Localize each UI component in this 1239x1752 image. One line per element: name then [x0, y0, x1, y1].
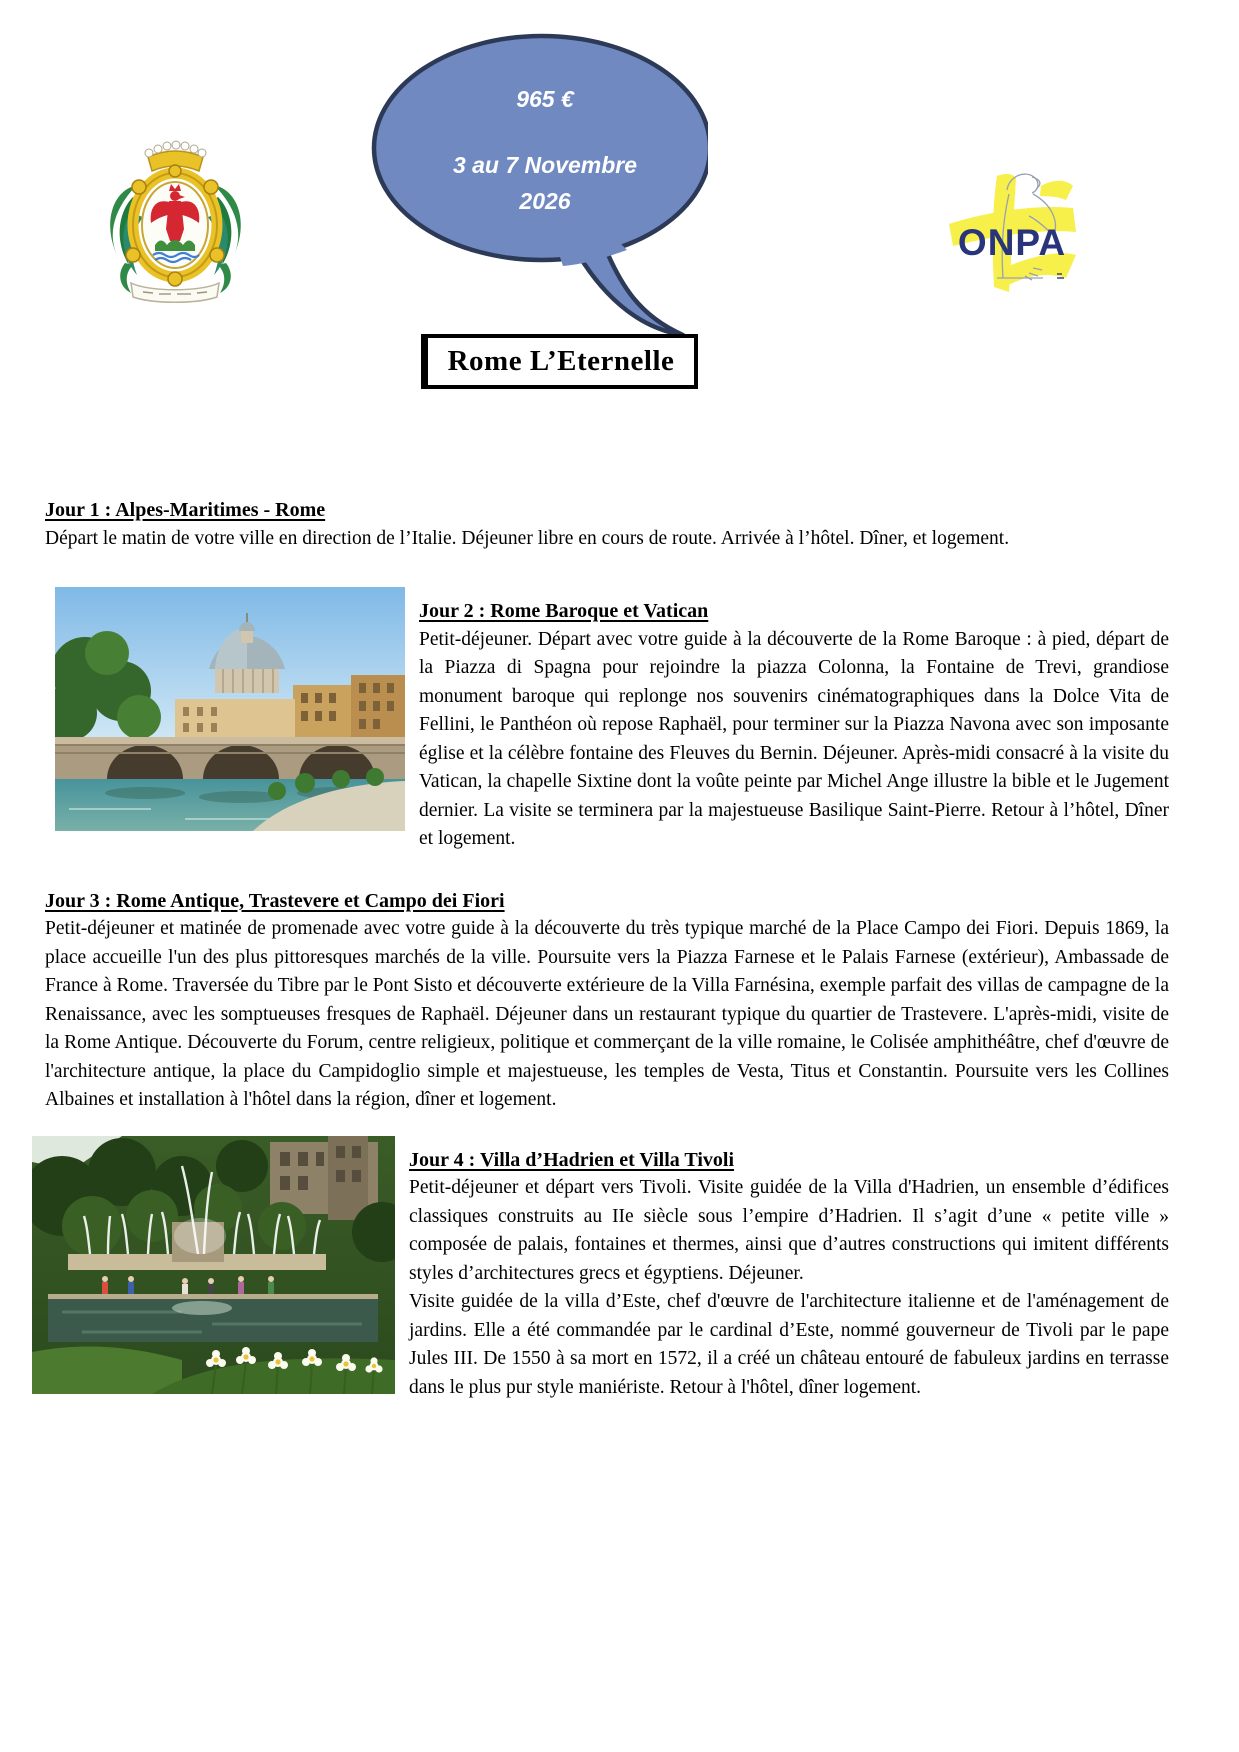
- photo-rome-tiber-st-peters: [55, 587, 405, 831]
- jour-3-heading: Jour 3 : Rome Antique, Trastevere et Campo dei Fiori: [45, 889, 505, 912]
- onpa-eagle-icon: [945, 158, 1080, 300]
- price-date-callout: [368, 28, 708, 343]
- jour-4-paragraph-2: Visite guidée de la villa d’Este, chef d'œuvre de l'architecture italienne et de l'aménagement de jardins. Elle a été commandée par le cardinal d’Este, nommé gouverneur de Tivoli par le pape Jules III. De 1550 à sa mort en 1572, il a créé un château entouré de fabuleux jardins en terrasse dans le plus pur style maniériste. Retour à l'hôtel, dîner logement.: [409, 1291, 1169, 1398]
- jour-1-paragraph: Départ le matin de votre ville en direction de l’Italie. Déjeuner libre en cours de route. Arrivée à l’hôtel. Dîner, et logement.: [45, 527, 1010, 549]
- jour-4-paragraph-1: Petit-déjeuner et départ vers Tivoli. Visite guidée de la Villa d'Hadrien, un ensemble d’édifices classiques construits au IIe siècle sous l’empire d’Hadrien. Il s’agit d’une « petite ville » composée de palais, fontaines et thermes, ainsi que d’autres constructions qui imitent différents styles d’architectures grecs et égyptiens. Déjeuner.: [409, 1177, 1169, 1284]
- onpa-logo: [945, 158, 1080, 300]
- jour-2-photo: [55, 587, 405, 831]
- speech-bubble-icon: [368, 28, 708, 343]
- jour-4-heading: Jour 4 : Villa d’Hadrien et Villa Tivoli: [409, 1148, 735, 1171]
- coat-of-arms-icon: [103, 133, 248, 305]
- photo-villa-deste-gardens: [32, 1136, 395, 1394]
- section-jour-1: [45, 496, 1169, 553]
- dates-line2: 2026: [519, 188, 571, 214]
- price-text: 965 €: [516, 86, 574, 112]
- onpa-text: ONPA: [957, 222, 1067, 263]
- section-jour-4: [45, 1115, 1169, 1403]
- dates-line1: 3 au 7 Novembre: [452, 152, 638, 178]
- document-title-box: [421, 334, 698, 389]
- document-title: Rome L’Eternelle: [447, 345, 675, 377]
- section-jour-2: [45, 553, 1169, 854]
- section-jour-3: [45, 854, 1169, 1115]
- jour-2-heading: Jour 2 : Rome Baroque et Vatican: [419, 600, 709, 622]
- jour-2-paragraph: Petit-déjeuner. Départ avec votre guide à la découverte de la Rome Baroque : à pied, départ de la Piazza di Spagna pour rejoindre la piazza Colonna, la Fontaine de Trevi, grandiose monument baroque qui replonge nos souvenirs cinématographiques dans la Dolce Vita de Fellini, le Panthéon où repose Raphaël, pour terminer sur la Piazza Navona avec son imposante église et la célèbre fontaine des Fleuves du Bernin. Déjeuner. Après-midi consacré à la visite du Vatican, la chapelle Sixtine dont la voûte peinte par Michel Ange illustre la bible et le Jugement dernier. La visite se terminera par la majestueuse Basilique Saint-Pierre. Retour à l’hôtel, Dîner et logement.: [419, 628, 1169, 849]
- jour-1-heading: Jour 1 : Alpes-Maritimes - Rome: [45, 499, 326, 521]
- jour-3-paragraph: Petit-déjeuner et matinée de promenade avec votre guide à la découverte du très typique marché de la Place Campo dei Fiori. Depuis 1869, la place accueille l'un des plus pittoresques marchés de la ville. Poursuite vers la Piazza Farnese et le Palais Farnese (extérieur), Ambassade de France à Rome. Traversée du Tibre par le Pont Sisto et découverte extérieure de la Villa Farnésina, exemple parfait des villas de campagne de la Renaissance, avec les somptueuses fresques de Raphaël. Déjeuner dans un restaurant typique du quartier de Trastevere. L'après-midi, visite de la Rome Antique. Découverte du Forum, centre religieux, politique et commerçant de la ville romaine, le Colisée amphithéâtre, chef d'œuvre de l'architecture antique, la place du Campidoglio simple et majestueuse, les temples de Vesta, Titus et Constantin. Poursuite vers les Collines Albaines et installation à l'hôtel dans la région, dîner et logement.: [45, 918, 1169, 1110]
- jour-4-photo: [32, 1136, 395, 1394]
- nice-coat-of-arms-logo: [103, 133, 248, 305]
- document-body: [45, 496, 1169, 1402]
